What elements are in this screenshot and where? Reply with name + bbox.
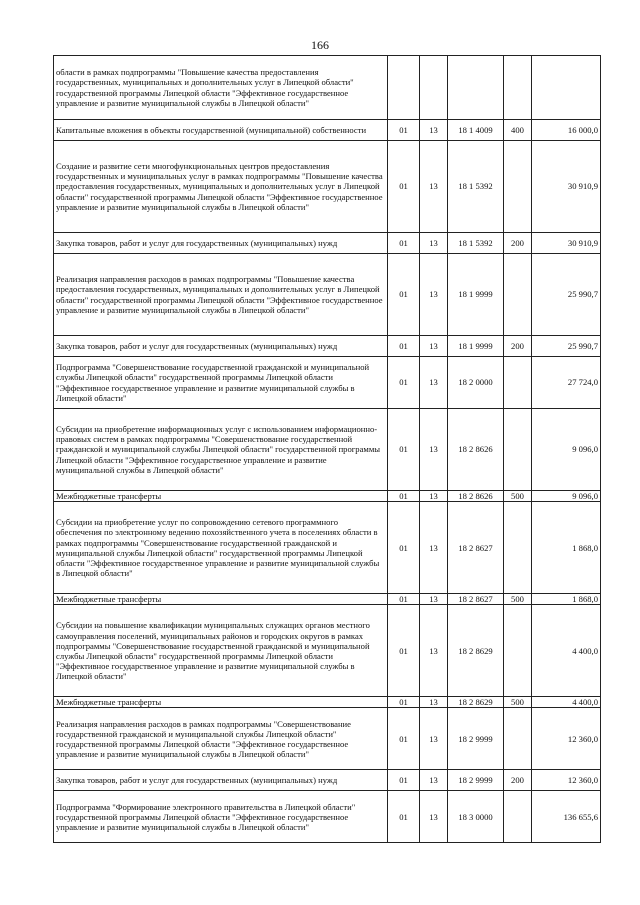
table-row	[54, 502, 601, 594]
csr-code: 18 1 5392	[448, 141, 504, 233]
vr-code	[504, 605, 532, 697]
csr-code: 18 2 9999	[448, 708, 504, 770]
amount: 9 096,0	[532, 409, 601, 491]
pr-code: 13	[420, 791, 448, 843]
row-name: Закупка товаров, работ и услуг для государственных (муниципальных) нужд	[54, 336, 388, 357]
vr-code	[504, 357, 532, 409]
table-row	[54, 770, 601, 791]
table-row	[54, 409, 601, 491]
row-name: Субсидии на приобретение информационных услуг с использованием информационно-правовых систем в рамках подпрограммы "Совершенствование государственной гражданской и муниципальной службы Липецкой области" государственной программы Липецкой области "Эффективное государственное управление и развитие муниципальной службы в Липецкой области"	[54, 409, 388, 491]
rz-code: 01	[388, 697, 420, 708]
row-name: Межбюджетные трансферты	[54, 491, 388, 502]
vr-code	[504, 502, 532, 594]
csr-code: 18 3 0000	[448, 791, 504, 843]
row-name: Подпрограмма "Формирование электронного правительства в Липецкой области" государственной программы Липецкой области "Эффективное государственное управление и развитие муниципальной службы в Липецкой области"	[54, 791, 388, 843]
table-row	[54, 254, 601, 336]
rz-code: 01	[388, 502, 420, 594]
pr-code: 13	[420, 708, 448, 770]
row-name: Реализация направления расходов в рамках подпрограммы "Совершенствование государственной гражданской и муниципальной службы Липецкой области" государственной программы Липецкой области "Эффективное государственное управление и развитие муниципальной службы в Липецкой области"	[54, 708, 388, 770]
row-name: Закупка товаров, работ и услуг для государственных (муниципальных) нужд	[54, 233, 388, 254]
pr-code	[420, 56, 448, 120]
row-name: Субсидии на повышение квалификации муниципальных служащих органов местного самоуправления поселений, муниципальных районов и городских округов в рамках подпрограммы "Совершенствование государственной гражданской и муниципальной службы Липецкой области" государственной программы Липецкой области "Эффективное государственное управление и развитие муниципальной службы в Липецкой области"	[54, 605, 388, 697]
vr-code	[504, 708, 532, 770]
vr-code: 500	[504, 491, 532, 502]
row-name: Реализация направления расходов в рамках подпрограммы "Повышение качества предоставления государственных, муниципальных и дополнительных услуг в Липецкой области" государственной программы Липецкой области "Эффективное государственное управление и развитие муниципальной службы в Липецкой области"	[54, 254, 388, 336]
pr-code: 13	[420, 141, 448, 233]
pr-code: 13	[420, 605, 448, 697]
table-row	[54, 233, 601, 254]
csr-code: 18 1 5392	[448, 233, 504, 254]
amount: 1 868,0	[532, 594, 601, 605]
row-name: Межбюджетные трансферты	[54, 594, 388, 605]
rz-code: 01	[388, 791, 420, 843]
vr-code: 400	[504, 120, 532, 141]
pr-code: 13	[420, 502, 448, 594]
vr-code	[504, 409, 532, 491]
amount: 9 096,0	[532, 491, 601, 502]
page-number: 166	[311, 38, 329, 52]
amount: 1 868,0	[532, 502, 601, 594]
amount	[532, 56, 601, 120]
amount: 12 360,0	[532, 708, 601, 770]
csr-code: 18 2 8626	[448, 491, 504, 502]
amount: 4 400,0	[532, 605, 601, 697]
amount: 12 360,0	[532, 770, 601, 791]
amount: 136 655,6	[532, 791, 601, 843]
amount: 25 990,7	[532, 254, 601, 336]
csr-code: 18 2 8627	[448, 594, 504, 605]
pr-code: 13	[420, 357, 448, 409]
rz-code: 01	[388, 409, 420, 491]
rz-code: 01	[388, 708, 420, 770]
table-row	[54, 56, 601, 120]
table-row	[54, 336, 601, 357]
pr-code: 13	[420, 120, 448, 141]
rz-code: 01	[388, 120, 420, 141]
table-row	[54, 141, 601, 233]
vr-code	[504, 141, 532, 233]
table-row	[54, 357, 601, 409]
table-row	[54, 594, 601, 605]
rz-code	[388, 56, 420, 120]
rz-code: 01	[388, 605, 420, 697]
csr-code: 18 2 8626	[448, 409, 504, 491]
amount: 27 724,0	[532, 357, 601, 409]
csr-code: 18 2 0000	[448, 357, 504, 409]
csr-code	[448, 56, 504, 120]
row-name: Подпрограмма "Совершенствование государственной гражданской и муниципальной службы Липецкой области" государственной программы Липецкой области "Эффективное государственное управление и развитие муниципальной службы в Липецкой области"	[54, 357, 388, 409]
rz-code: 01	[388, 770, 420, 791]
vr-code: 200	[504, 770, 532, 791]
pr-code: 13	[420, 336, 448, 357]
pr-code: 13	[420, 254, 448, 336]
row-name: Создание и развитие сети многофункциональных центров предоставления государственных и муниципальных услуг в рамках подпрограммы "Повышение качества предоставления государственных, муниципальных и дополнительных услуг в Липецкой области" государственной программы Липецкой области "Эффективное государственное управление и развитие муниципальной службы в Липецкой области"	[54, 141, 388, 233]
table-row	[54, 120, 601, 141]
amount: 16 000,0	[532, 120, 601, 141]
amount: 25 990,7	[532, 336, 601, 357]
table-row	[54, 791, 601, 843]
rz-code: 01	[388, 357, 420, 409]
row-name: Межбюджетные трансферты	[54, 697, 388, 708]
vr-code: 500	[504, 594, 532, 605]
vr-code: 500	[504, 697, 532, 708]
pr-code: 13	[420, 697, 448, 708]
pr-code: 13	[420, 770, 448, 791]
rz-code: 01	[388, 233, 420, 254]
budget-table-body	[54, 56, 601, 843]
csr-code: 18 2 8627	[448, 502, 504, 594]
csr-code: 18 1 9999	[448, 336, 504, 357]
rz-code: 01	[388, 594, 420, 605]
csr-code: 18 1 9999	[448, 254, 504, 336]
row-name: Субсидии на приобретение услуг по сопровождению сетевого программного обеспечения по электронному ведению похозяйственного учета в поселениях области в рамках подпрограммы "Совершенствование государственной гражданской и муниципальной службы Липецкой области" государственной программы Липецкой области "Эффективное государственное управление и развитие муниципальной службы в Липецкой области"	[54, 502, 388, 594]
table-row	[54, 697, 601, 708]
rz-code: 01	[388, 141, 420, 233]
pr-code: 13	[420, 594, 448, 605]
pr-code: 13	[420, 233, 448, 254]
vr-code	[504, 254, 532, 336]
pr-code: 13	[420, 491, 448, 502]
vr-code: 200	[504, 233, 532, 254]
row-name: Закупка товаров, работ и услуг для государственных (муниципальных) нужд	[54, 770, 388, 791]
pr-code: 13	[420, 409, 448, 491]
csr-code: 18 1 4009	[448, 120, 504, 141]
budget-table	[53, 55, 601, 843]
csr-code: 18 2 9999	[448, 770, 504, 791]
row-name: Капитальные вложения в объекты государственной (муниципальной) собственности	[54, 120, 388, 141]
vr-code	[504, 56, 532, 120]
amount: 4 400,0	[532, 697, 601, 708]
rz-code: 01	[388, 491, 420, 502]
rz-code: 01	[388, 254, 420, 336]
csr-code: 18 2 8629	[448, 697, 504, 708]
row-name: области в рамках подпрограммы "Повышение качества предоставления государственных, муниципальных и дополнительных услуг в Липецкой области" государственной программы Липецкой области "Эффективное государственное управление и развитие муниципальной службы в Липецкой области"	[54, 56, 388, 120]
table-row	[54, 605, 601, 697]
vr-code	[504, 791, 532, 843]
table-row	[54, 708, 601, 770]
amount: 30 910,9	[532, 141, 601, 233]
vr-code: 200	[504, 336, 532, 357]
table-row	[54, 491, 601, 502]
amount: 30 910,9	[532, 233, 601, 254]
csr-code: 18 2 8629	[448, 605, 504, 697]
rz-code: 01	[388, 336, 420, 357]
